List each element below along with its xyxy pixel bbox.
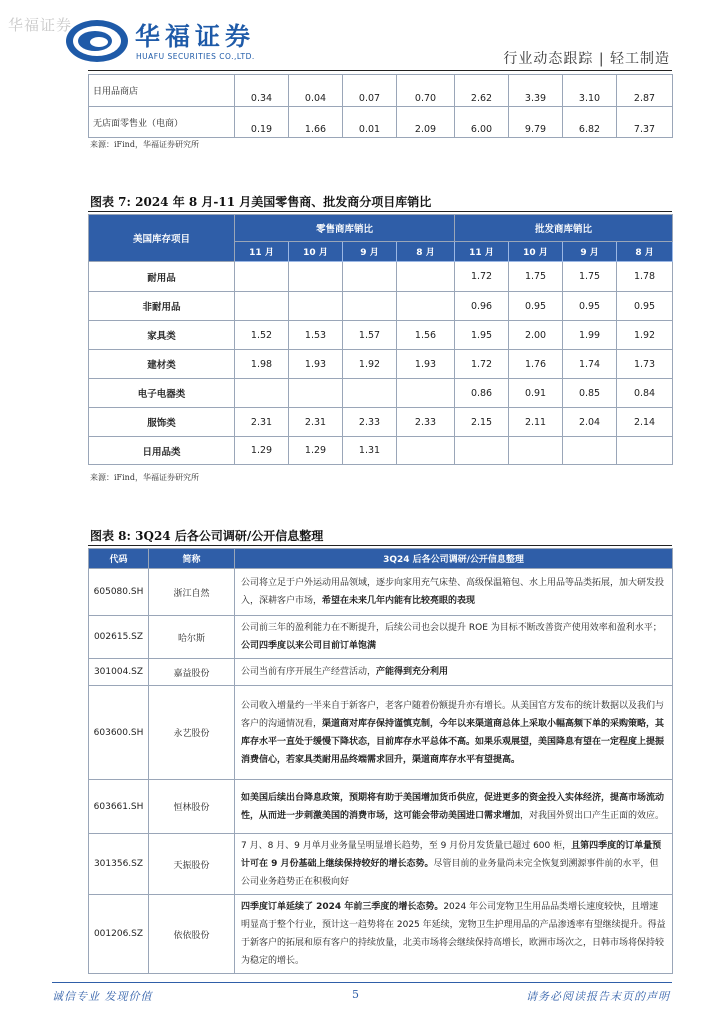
stock-code: 001206.SZ [89, 895, 149, 974]
table-row [89, 350, 673, 379]
header-retail: 零售商库销比 [235, 215, 455, 242]
table-row [89, 262, 673, 292]
table-row [89, 780, 673, 834]
wholesale-value-cell: 1.76 [509, 350, 563, 379]
header-info: 3Q24 后各公司调研/公开信息整理 [235, 549, 673, 569]
table-cell: 0.04 [289, 75, 343, 107]
retail-value-cell [397, 262, 455, 292]
row-label: 无店面零售业（电商） [89, 107, 235, 138]
research-info [235, 780, 673, 834]
wholesale-value-cell: 1.72 [455, 350, 509, 379]
retail-value-cell: 2.33 [343, 408, 397, 437]
month-header: 9 月 [563, 242, 617, 262]
table-row [89, 408, 673, 437]
retail-value-cell [235, 292, 289, 321]
table-cell: 1.66 [289, 107, 343, 138]
month-header: 10 月 [289, 242, 343, 262]
figure-8-title: 图表 8: 3Q24 后各公司调研/公开信息整理 [90, 529, 324, 543]
watermark: 华福证券 [8, 16, 73, 34]
retail-value-cell [289, 379, 343, 408]
page-number: 5 [352, 988, 359, 1001]
category-label: 建材类 [89, 350, 235, 379]
category-label: 耐用品 [89, 262, 235, 292]
info-highlight: 渠道商对库存保持谨慎克制，今年以来渠道商总体上采取小幅高频下单的采购策略，其库存水平一直处于缓慢下降状态，目前库存水平总体不高。如果乐观展望，美国降息有望在一定程度上提振消费信心，若家具类耐用品终端需求回升，渠道商库存水平有望提高。 [241, 718, 665, 765]
logo-english: HUAFU SECURITIES CO.,LTD. [136, 52, 255, 61]
company-name: 哈尔斯 [149, 616, 235, 659]
source-note: 来源：iFind，华福证券研究所 [90, 473, 199, 482]
footer-slogan: 诚信专业 发现价值 [52, 990, 153, 1003]
figure-8-title-rule [88, 545, 672, 546]
category-label: 家具类 [89, 321, 235, 350]
info-highlight: 且第四季度的订单量预计可在 9 月份基础上继续保持较好的增长态势。 [241, 841, 662, 869]
table-row [89, 616, 673, 659]
retail-value-cell [289, 262, 343, 292]
wholesale-value-cell: 1.73 [617, 350, 673, 379]
company-name: 嘉益股份 [149, 659, 235, 686]
category-label: 日用品类 [89, 437, 235, 465]
info-highlight: 公司四季度以来公司目前订单饱满 [241, 641, 377, 651]
info-highlight: 希望在未来几年内能有比较亮眼的表现 [322, 596, 476, 606]
table-cell: 0.34 [235, 75, 289, 107]
table-cell: 7.37 [617, 107, 673, 138]
category-label: 非耐用品 [89, 292, 235, 321]
figure-7-title-rule [88, 211, 672, 212]
header-wholesale: 批发商库销比 [455, 215, 673, 242]
table-row [89, 686, 673, 780]
table-cell: 2.87 [617, 75, 673, 107]
wholesale-value-cell: 0.84 [617, 379, 673, 408]
table-row [89, 437, 673, 465]
retail-value-cell: 1.29 [235, 437, 289, 465]
table-row [89, 569, 673, 616]
research-info [235, 616, 673, 659]
category-label: 服饰类 [89, 408, 235, 437]
month-header: 8 月 [617, 242, 673, 262]
row-label: 日用品商店 [89, 75, 235, 107]
month-header: 9 月 [343, 242, 397, 262]
table-row [89, 379, 673, 408]
retail-value-cell: 1.98 [235, 350, 289, 379]
month-header: 11 月 [235, 242, 289, 262]
info-text: 7 月、8 月、9 月单月业务量呈明显增长趋势，至 9 月份月发货量已超过 600 柜， [241, 841, 572, 851]
retail-value-cell [289, 292, 343, 321]
retail-value-cell [397, 437, 455, 465]
footer-divider [52, 982, 672, 983]
company-name: 永艺股份 [149, 686, 235, 780]
info-text: 公司将立足于户外运动用品领域，逐步向家用充气床垫、高级保温箱包、水上用品等品类拓展，加大研发投入，深耕客户市场， [241, 578, 665, 606]
info-highlight: 四季度订单延续了 2024 年前三季度的增长态势。 [241, 902, 444, 912]
wholesale-value-cell: 2.14 [617, 408, 673, 437]
retail-value-cell [397, 292, 455, 321]
info-text-tail: 2024 年公司宠物卫生用品品类增长速度较快，且增速明显高于整个行业，预计这一趋势将在 2025 年延续，宠物卫生护理用品的产品渗透率有望继续提升。得益于新客户的拓展和原有客户的持续放量，北美市场将会继续保持高增长，欧洲市场次之，日韩市场将保持较为稳定的增长。 [241, 902, 666, 966]
stock-code: 301356.SZ [89, 834, 149, 895]
retail-value-cell [343, 292, 397, 321]
retail-value-cell: 2.33 [397, 408, 455, 437]
stock-code: 002615.SZ [89, 616, 149, 659]
wholesale-value-cell: 1.99 [563, 321, 617, 350]
wholesale-value-cell: 1.75 [563, 262, 617, 292]
info-highlight: 如美国后续出台降息政策，预期将有助于美国增加货币供应，促进更多的资金投入实体经济，提高市场流动性，从而进一步刺激美国的消费市场，这可能会带动美国进口需求增加 [241, 792, 665, 821]
table-cell: 3.39 [509, 75, 563, 107]
retail-value-cell: 1.52 [235, 321, 289, 350]
footer-disclaimer: 请务必阅读报告末页的声明 [526, 990, 670, 1003]
inventory-sales-ratio-table [88, 214, 673, 465]
table-row [89, 659, 673, 686]
wholesale-value-cell [455, 437, 509, 465]
research-info [235, 895, 673, 974]
table-header-row [89, 215, 673, 242]
wholesale-value-cell: 0.96 [455, 292, 509, 321]
info-text: 公司前三年的盈利能力在不断提升，后续公司也会以提升 ROE 为目标不断改善资产使用效率和盈利水平； [241, 623, 662, 633]
retail-value-cell: 1.57 [343, 321, 397, 350]
research-info [235, 659, 673, 686]
research-info [235, 686, 673, 780]
wholesale-value-cell: 2.11 [509, 408, 563, 437]
info-text: 公司收入增量约一半来自于新客户，老客户随着份额提升亦有增长。从美国官方发布的统计数据以及我们与客户的沟通情况看， [241, 700, 665, 729]
table-cell: 0.07 [343, 75, 397, 107]
header-code: 代码 [89, 549, 149, 569]
header-item: 美国库存项目 [89, 215, 235, 262]
table-cell: 0.70 [397, 75, 455, 107]
table-row [89, 321, 673, 350]
wholesale-value-cell: 0.95 [563, 292, 617, 321]
wholesale-value-cell: 0.85 [563, 379, 617, 408]
logo-text: 华福证券 [135, 22, 256, 51]
table-cell: 3.10 [563, 75, 617, 107]
wholesale-value-cell: 1.95 [455, 321, 509, 350]
table-cell: 6.82 [563, 107, 617, 138]
table-cell: 9.79 [509, 107, 563, 138]
stock-code: 605080.SH [89, 569, 149, 616]
wholesale-value-cell: 1.75 [509, 262, 563, 292]
table-cell: 0.19 [235, 107, 289, 138]
info-highlight: 产能得到充分利用 [376, 667, 449, 677]
retail-value-cell [343, 379, 397, 408]
company-name: 浙江自然 [149, 569, 235, 616]
company-name: 恒林股份 [149, 780, 235, 834]
category-label: 电子电器类 [89, 379, 235, 408]
wholesale-value-cell: 2.15 [455, 408, 509, 437]
company-research-table [88, 548, 673, 974]
report-category: 行业动态跟踪 | 轻工制造 [503, 51, 670, 67]
stock-code: 301004.SZ [89, 659, 149, 686]
wholesale-value-cell [509, 437, 563, 465]
retail-value-cell [397, 379, 455, 408]
retail-value-cell: 2.31 [235, 408, 289, 437]
table-cell: 2.09 [397, 107, 455, 138]
retail-sales-table-continued [88, 74, 673, 138]
retail-value-cell: 1.53 [289, 321, 343, 350]
month-header: 8 月 [397, 242, 455, 262]
table-cell: 0.01 [343, 107, 397, 138]
retail-value-cell [235, 262, 289, 292]
retail-value-cell: 1.93 [289, 350, 343, 379]
table-cell: 6.00 [455, 107, 509, 138]
retail-value-cell: 2.31 [289, 408, 343, 437]
table-header-row [89, 549, 673, 569]
logo-icon [64, 16, 130, 66]
header-divider [88, 70, 672, 71]
source-note: 来源：iFind，华福证券研究所 [90, 140, 199, 149]
wholesale-value-cell: 0.91 [509, 379, 563, 408]
retail-value-cell: 1.29 [289, 437, 343, 465]
info-text-tail: 尽管目前的业务量尚未完全恢复到溯源事件前的水平，但公司业务趋势正在积极向好 [241, 859, 659, 887]
retail-value-cell: 1.93 [397, 350, 455, 379]
wholesale-value-cell: 0.86 [455, 379, 509, 408]
month-header: 11 月 [455, 242, 509, 262]
research-info [235, 569, 673, 616]
research-info [235, 834, 673, 895]
wholesale-value-cell: 1.92 [617, 321, 673, 350]
retail-value-cell: 1.56 [397, 321, 455, 350]
table-row [89, 107, 673, 138]
retail-value-cell [343, 262, 397, 292]
wholesale-value-cell: 1.72 [455, 262, 509, 292]
figure-7-title: 图表 7: 2024 年 8 月-11 月美国零售商、批发商分项目库销比 [90, 195, 432, 209]
table-row [89, 75, 673, 107]
table-row [89, 834, 673, 895]
wholesale-value-cell: 1.74 [563, 350, 617, 379]
retail-value-cell: 1.31 [343, 437, 397, 465]
table-row [89, 895, 673, 974]
month-header: 10 月 [509, 242, 563, 262]
company-name: 天振股份 [149, 834, 235, 895]
retail-value-cell [235, 379, 289, 408]
wholesale-value-cell [617, 437, 673, 465]
company-name: 依依股份 [149, 895, 235, 974]
wholesale-value-cell: 2.04 [563, 408, 617, 437]
wholesale-value-cell: 2.00 [509, 321, 563, 350]
wholesale-value-cell: 1.78 [617, 262, 673, 292]
info-text-tail: ，对我国外贸出口产生正面的效应。 [520, 810, 665, 821]
table-cell: 2.62 [455, 75, 509, 107]
stock-code: 603661.SH [89, 780, 149, 834]
table-row [89, 292, 673, 321]
wholesale-value-cell [563, 437, 617, 465]
wholesale-value-cell: 0.95 [509, 292, 563, 321]
retail-value-cell: 1.92 [343, 350, 397, 379]
header-name: 简称 [149, 549, 235, 569]
wholesale-value-cell: 0.95 [617, 292, 673, 321]
stock-code: 603600.SH [89, 686, 149, 780]
info-text: 公司当前有序开展生产经营活动， [241, 667, 377, 677]
